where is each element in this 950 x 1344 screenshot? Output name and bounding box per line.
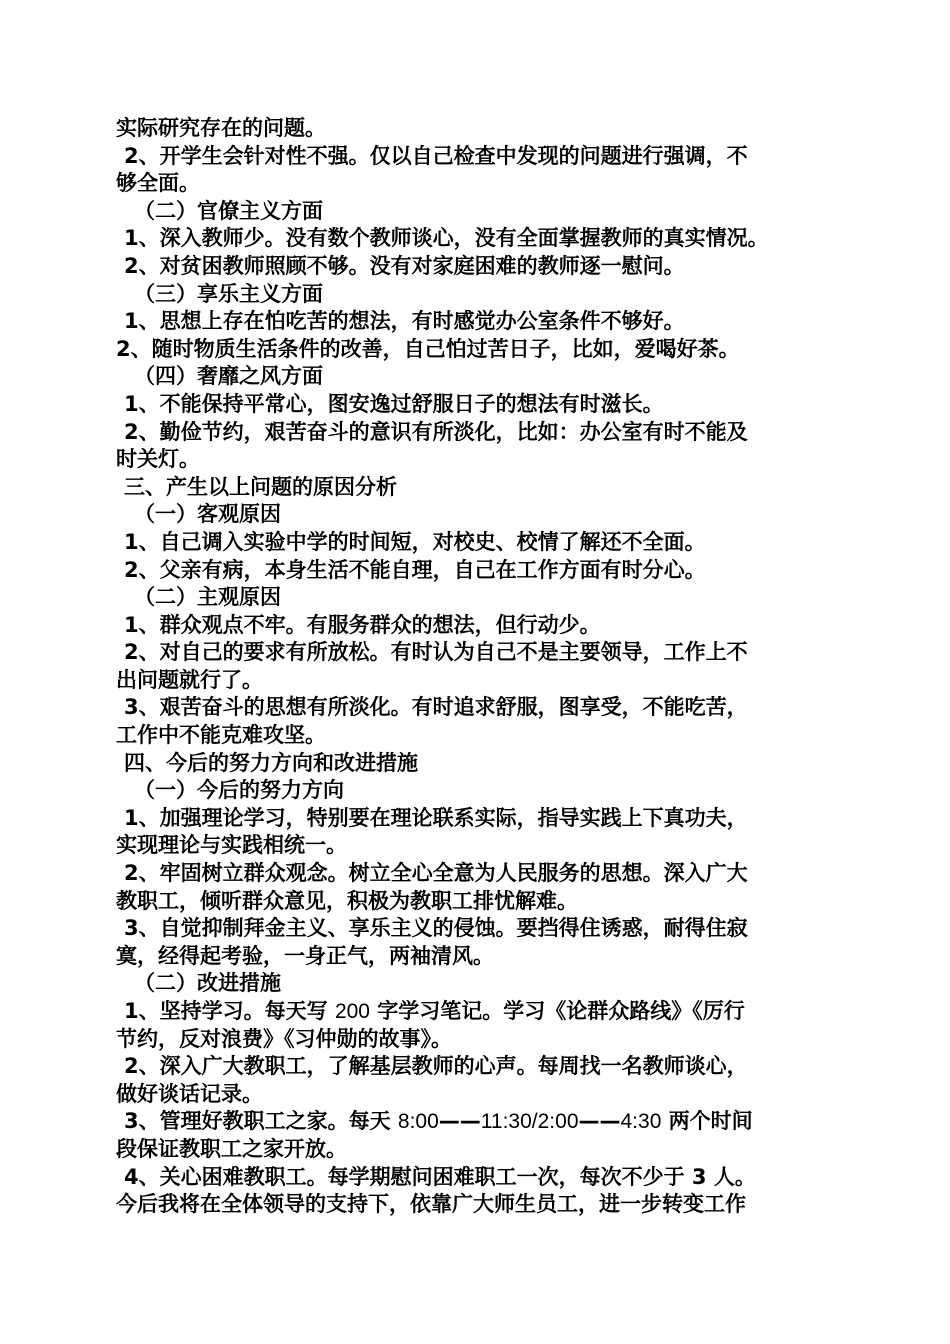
text-line: 四、今后的努力方向和改进措施 <box>124 750 418 775</box>
text-line: 教职工，倾听群众意见，积极为教职工排忧解难。 <box>116 888 578 913</box>
text-line: 1、不能保持平常心，图安逸过舒服日子的想法有时滋长。 <box>124 391 664 416</box>
text-line: 够全面。 <box>116 171 200 196</box>
text-line: 1、加强理论学习，特别要在理论联系实际，指导实践上下真功夫， <box>124 805 748 830</box>
text-line: 2、深入广大教职工，了解基层教师的心声。每周找一名教师谈心， <box>124 1054 748 1079</box>
text-line: 做好谈话记录。 <box>116 1081 263 1106</box>
text-line: 1、坚持学习。每天写 200 字学习笔记。学习《论群众路线》《厉行 <box>124 999 745 1023</box>
text-line: 实现理论与实践相统一。 <box>116 833 347 858</box>
text-line: 3、艰苦奋斗的思想有所淡化。有时追求舒服，图享受，不能吃苦， <box>124 695 748 720</box>
text-line: 出问题就行了。 <box>116 667 263 692</box>
text-line: （一）客观原因 <box>134 502 281 527</box>
text-line: 4、关心困难教职工。每学期慰问困难职工一次，每次不少于 3 人。 <box>124 1164 756 1189</box>
text-line: （三）享乐主义方面 <box>134 281 323 306</box>
text-line: 段保证教职工之家开放。 <box>116 1136 347 1161</box>
text-line: 1、思想上存在怕吃苦的想法，有时感觉办公室条件不够好。 <box>124 309 685 334</box>
text-line: （四）奢靡之风方面 <box>134 364 323 389</box>
text-line: 2、勤俭节约，艰苦奋斗的意识有所淡化，比如：办公室有时不能及 <box>124 419 748 444</box>
text-line: 3、管理好教职工之家。每天 8:00——11:30/2:00——4:30 两个时间 <box>124 1109 753 1134</box>
text-line: 2、牢固树立群众观念。树立全心全意为人民服务的思想。深入广大 <box>124 861 748 886</box>
text-line: 2、父亲有病，本身生活不能自理，自己在工作方面有时分心。 <box>124 557 706 582</box>
text-line: 1、深入教师少。没有数个教师谈心，没有全面掌握教师的真实情况。 <box>124 226 769 251</box>
text-line: 三、产生以上问题的原因分析 <box>124 474 397 499</box>
text-line: 实际研究存在的问题。 <box>116 116 326 140</box>
text-line: （二）改进措施 <box>134 971 281 996</box>
text-line: 节约，反对浪费》《习仲勋的故事》。 <box>116 1026 452 1051</box>
text-line: （二）主观原因 <box>134 585 281 610</box>
text-line: 时关灯。 <box>116 447 200 472</box>
text-line: 2、随时物质生活条件的改善，自己怕过苦日子，比如，爱喝好茶。 <box>116 336 740 361</box>
document-body <box>116 115 838 1219</box>
text-line: 今后我将在全体领导的支持下，依靠广大师生员工，进一步转变工作 <box>116 1192 746 1217</box>
text-line: 1、群众观点不牢。有服务群众的想法，但行动少。 <box>124 612 601 637</box>
text-line: 1、自己调入实验中学的时间短，对校史、校情了解还不全面。 <box>124 529 706 554</box>
text-line: 寞，经得起考验，一身正气，两袖清风。 <box>116 943 494 968</box>
text-line: （二）官僚主义方面 <box>134 198 323 223</box>
text-line: 2、对自己的要求有所放松。有时认为自己不是主要领导，工作上不 <box>124 640 748 665</box>
text-line: （一）今后的努力方向 <box>134 778 344 803</box>
text-line: 2、开学生会针对性不强。仅以自己检查中发现的问题进行强调，不 <box>124 143 748 168</box>
text-line: 3、自觉抑制拜金主义、享乐主义的侵蚀。要挡得住诱惑，耐得住寂 <box>124 916 748 941</box>
text-line: 2、对贫困教师照顾不够。没有对家庭困难的教师逐一慰问。 <box>124 253 685 278</box>
text-line: 工作中不能克难攻坚。 <box>116 723 326 748</box>
